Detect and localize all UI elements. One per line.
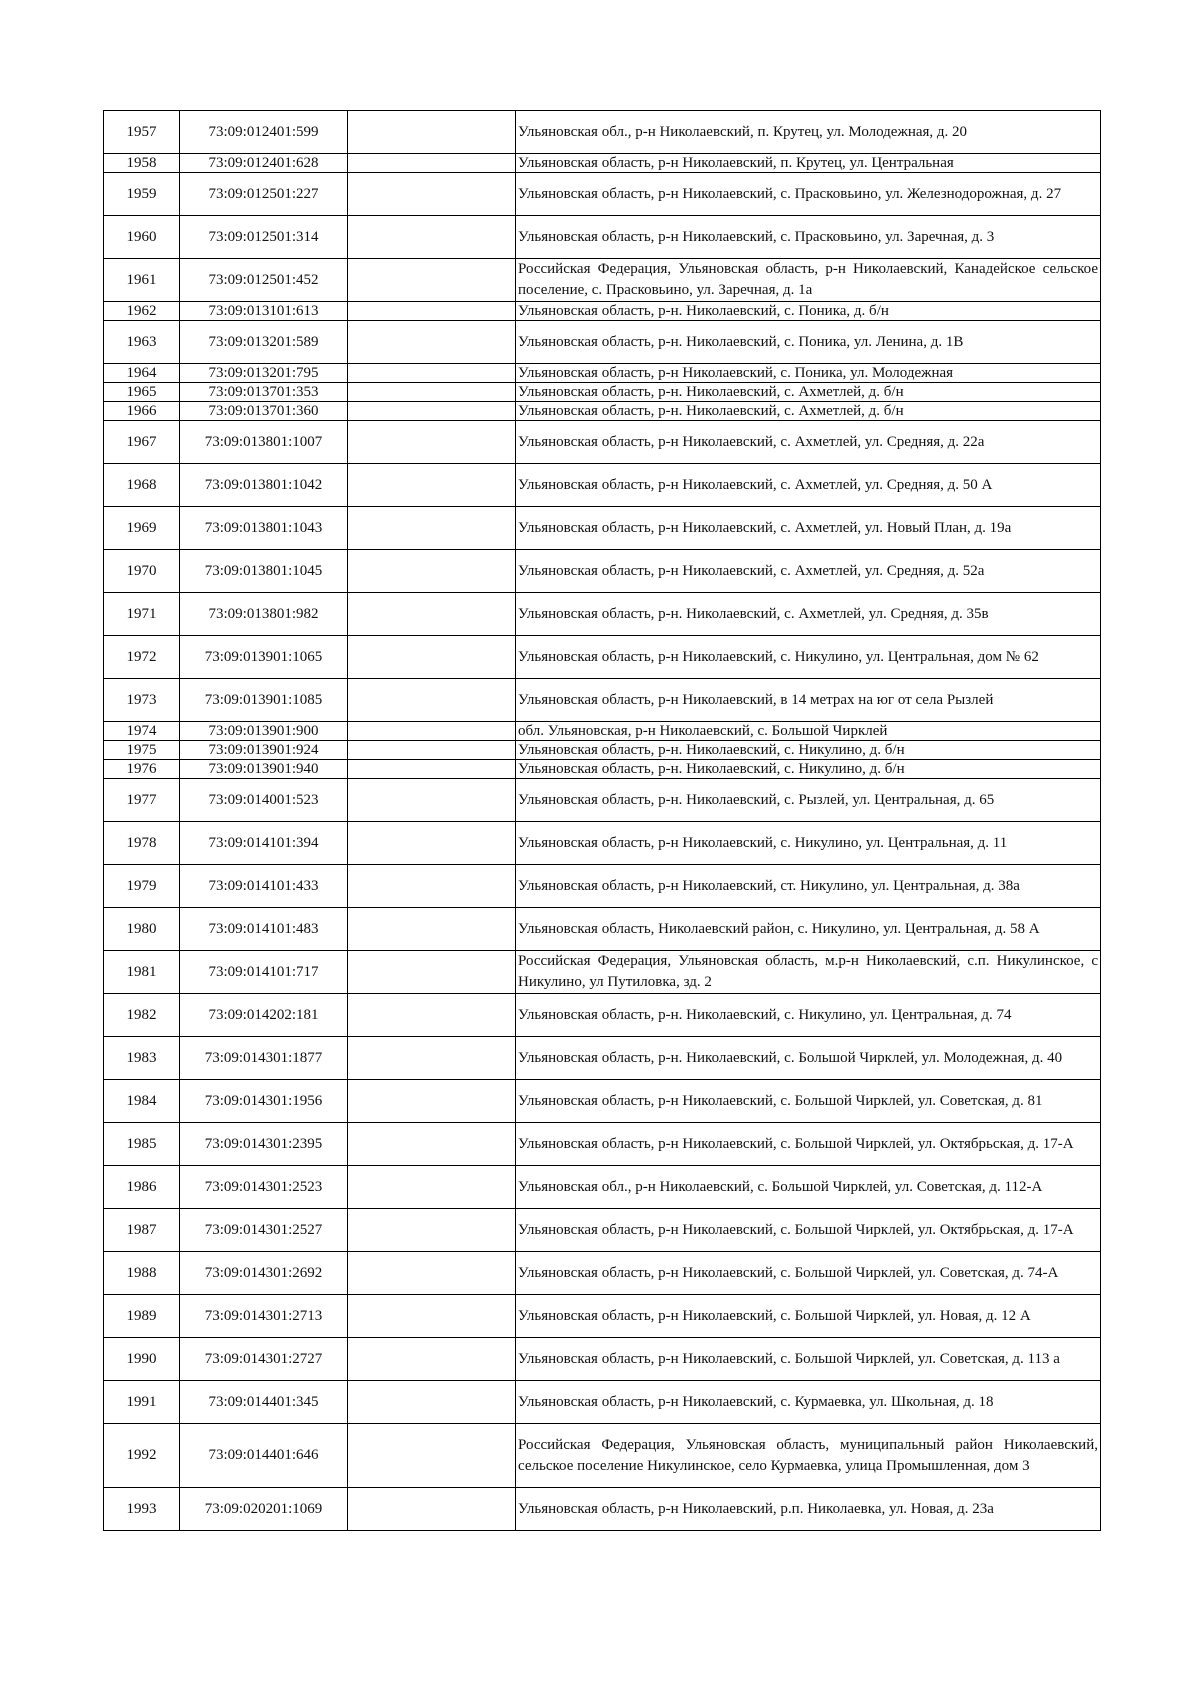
table-row <box>104 259 1101 302</box>
cadastral-number: 73:09:014101:394 <box>180 822 348 865</box>
empty-cell <box>348 1338 516 1381</box>
row-number: 1979 <box>104 865 180 908</box>
empty-cell <box>348 302 516 321</box>
document-page <box>103 110 1100 1531</box>
address-cell: обл. Ульяновская, р-н Николаевский, с. Большой Чирклей <box>516 722 1101 741</box>
empty-cell <box>348 321 516 364</box>
address-cell: Ульяновская область, р-н Николаевский, с. Поника, ул. Молодежная <box>516 364 1101 383</box>
row-number: 1964 <box>104 364 180 383</box>
row-number: 1971 <box>104 593 180 636</box>
table-row <box>104 1488 1101 1531</box>
table-row <box>104 908 1101 951</box>
row-number: 1972 <box>104 636 180 679</box>
table-row <box>104 421 1101 464</box>
cadastral-number: 73:09:014301:1956 <box>180 1080 348 1123</box>
table-row <box>104 402 1101 421</box>
row-number: 1960 <box>104 216 180 259</box>
address-cell: Ульяновская область, р-н Николаевский, с. Большой Чирклей, ул. Новая, д. 12 А <box>516 1295 1101 1338</box>
row-number: 1987 <box>104 1209 180 1252</box>
empty-cell <box>348 593 516 636</box>
address-cell: Российская Федерация, Ульяновская область, м.р-н Николаевский, с.п. Никулинское, с Никулино, ул Путиловка, зд. 2 <box>516 951 1101 994</box>
table-row <box>104 741 1101 760</box>
table-row <box>104 1080 1101 1123</box>
table-row <box>104 216 1101 259</box>
row-number: 1983 <box>104 1037 180 1080</box>
row-number: 1978 <box>104 822 180 865</box>
empty-cell <box>348 822 516 865</box>
empty-cell <box>348 741 516 760</box>
address-cell: Ульяновская область, р-н. Николаевский, с. Поника, ул. Ленина, д. 1В <box>516 321 1101 364</box>
address-cell: Ульяновская область, р-н Николаевский, с. Никулино, ул. Центральная, д. 11 <box>516 822 1101 865</box>
table-row <box>104 951 1101 994</box>
cadastral-number: 73:09:013901:900 <box>180 722 348 741</box>
empty-cell <box>348 259 516 302</box>
row-number: 1966 <box>104 402 180 421</box>
row-number: 1959 <box>104 173 180 216</box>
address-cell: Ульяновская область, Николаевский район, с. Никулино, ул. Центральная, д. 58 А <box>516 908 1101 951</box>
cadastral-number: 73:09:013901:924 <box>180 741 348 760</box>
address-cell: Ульяновская область, р-н Николаевский, с. Ахметлей, ул. Средняя, д. 52а <box>516 550 1101 593</box>
table-row <box>104 364 1101 383</box>
empty-cell <box>348 154 516 173</box>
cadastral-number: 73:09:014301:2713 <box>180 1295 348 1338</box>
row-number: 1968 <box>104 464 180 507</box>
empty-cell <box>348 216 516 259</box>
cadastral-number: 73:09:014301:2523 <box>180 1166 348 1209</box>
cadastral-number: 73:09:013901:940 <box>180 760 348 779</box>
cadastral-number: 73:09:012501:227 <box>180 173 348 216</box>
address-cell: Ульяновская область, р-н Николаевский, с. Большой Чирклей, ул. Советская, д. 81 <box>516 1080 1101 1123</box>
address-cell: Ульяновская обл., р-н Николаевский, с. Большой Чирклей, ул. Советская, д. 112-А <box>516 1166 1101 1209</box>
table-row <box>104 1381 1101 1424</box>
table-row <box>104 507 1101 550</box>
address-cell: Ульяновская область, р-н. Николаевский, с. Поника, д. б/н <box>516 302 1101 321</box>
address-cell: Ульяновская область, р-н. Николаевский, с. Ахметлей, ул. Средняя, д. 35в <box>516 593 1101 636</box>
row-number: 1989 <box>104 1295 180 1338</box>
row-number: 1985 <box>104 1123 180 1166</box>
table-body <box>104 111 1101 1531</box>
address-cell: Ульяновская область, р-н. Николаевский, с. Никулино, д. б/н <box>516 760 1101 779</box>
address-cell: Ульяновская область, р-н Николаевский, с. Прасковьино, ул. Заречная, д. 3 <box>516 216 1101 259</box>
cadastral-number: 73:09:014101:483 <box>180 908 348 951</box>
table-row <box>104 1166 1101 1209</box>
cadastral-number: 73:09:013201:795 <box>180 364 348 383</box>
table-row <box>104 679 1101 722</box>
empty-cell <box>348 507 516 550</box>
cadastral-number: 73:09:013801:982 <box>180 593 348 636</box>
empty-cell <box>348 1424 516 1488</box>
table-row <box>104 1295 1101 1338</box>
table-row <box>104 822 1101 865</box>
row-number: 1965 <box>104 383 180 402</box>
table-row <box>104 550 1101 593</box>
empty-cell <box>348 1209 516 1252</box>
address-cell: Ульяновская область, р-н Николаевский, п. Крутец, ул. Центральная <box>516 154 1101 173</box>
address-cell: Ульяновская область, р-н Николаевский, с. Прасковьино, ул. Железнодорожная, д. 27 <box>516 173 1101 216</box>
address-cell: Ульяновская область, р-н Николаевский, р.п. Николаевка, ул. Новая, д. 23а <box>516 1488 1101 1531</box>
cadastral-number: 73:09:012501:314 <box>180 216 348 259</box>
row-number: 1975 <box>104 741 180 760</box>
empty-cell <box>348 111 516 154</box>
table-row <box>104 1037 1101 1080</box>
cadastral-number: 73:09:014301:2727 <box>180 1338 348 1381</box>
address-cell: Ульяновская область, р-н. Николаевский, с. Большой Чирклей, ул. Молодежная, д. 40 <box>516 1037 1101 1080</box>
row-number: 1967 <box>104 421 180 464</box>
address-cell: Ульяновская область, р-н Николаевский, с. Большой Чирклей, ул. Советская, д. 74-А <box>516 1252 1101 1295</box>
table-row <box>104 593 1101 636</box>
row-number: 1962 <box>104 302 180 321</box>
cadastral-number: 73:09:014301:2395 <box>180 1123 348 1166</box>
cadastral-number: 73:09:013701:360 <box>180 402 348 421</box>
address-cell: Российская Федерация, Ульяновская область, р-н Николаевский, Канадейское сельское поселение, с. Прасковьино, ул. Заречная, д. 1а <box>516 259 1101 302</box>
address-cell: Ульяновская область, р-н. Николаевский, с. Никулино, ул. Центральная, д. 74 <box>516 994 1101 1037</box>
address-cell: Ульяновская область, р-н Николаевский, с. Никулино, ул. Центральная, дом № 62 <box>516 636 1101 679</box>
cadastral-table <box>103 110 1101 1531</box>
empty-cell <box>348 1123 516 1166</box>
address-cell: Ульяновская область, р-н Николаевский, с. Большой Чирклей, ул. Октябрьская, д. 17-А <box>516 1123 1101 1166</box>
cadastral-number: 73:09:013801:1045 <box>180 550 348 593</box>
row-number: 1984 <box>104 1080 180 1123</box>
address-cell: Ульяновская область, р-н Николаевский, с. Ахметлей, ул. Новый План, д. 19а <box>516 507 1101 550</box>
empty-cell <box>348 1037 516 1080</box>
row-number: 1990 <box>104 1338 180 1381</box>
empty-cell <box>348 1381 516 1424</box>
row-number: 1981 <box>104 951 180 994</box>
table-row <box>104 994 1101 1037</box>
empty-cell <box>348 1252 516 1295</box>
row-number: 1976 <box>104 760 180 779</box>
row-number: 1988 <box>104 1252 180 1295</box>
table-row <box>104 383 1101 402</box>
table-row <box>104 779 1101 822</box>
row-number: 1958 <box>104 154 180 173</box>
table-row <box>104 1252 1101 1295</box>
row-number: 1991 <box>104 1381 180 1424</box>
address-cell: Ульяновская обл., р-н Николаевский, п. Крутец, ул. Молодежная, д. 20 <box>516 111 1101 154</box>
empty-cell <box>348 173 516 216</box>
empty-cell <box>348 722 516 741</box>
table-row <box>104 173 1101 216</box>
row-number: 1961 <box>104 259 180 302</box>
address-cell: Ульяновская область, р-н. Николаевский, с. Ахметлей, д. б/н <box>516 402 1101 421</box>
empty-cell <box>348 1166 516 1209</box>
empty-cell <box>348 1295 516 1338</box>
row-number: 1992 <box>104 1424 180 1488</box>
table-row <box>104 321 1101 364</box>
table-row <box>104 1338 1101 1381</box>
empty-cell <box>348 383 516 402</box>
cadastral-number: 73:09:012401:599 <box>180 111 348 154</box>
table-row <box>104 1123 1101 1166</box>
address-cell: Российская Федерация, Ульяновская область, муниципальный район Николаевский, сельское поселение Никулинское, село Курмаевка, улица Промышленная, дом 3 <box>516 1424 1101 1488</box>
cadastral-number: 73:09:014401:646 <box>180 1424 348 1488</box>
cadastral-number: 73:09:014401:345 <box>180 1381 348 1424</box>
empty-cell <box>348 1080 516 1123</box>
empty-cell <box>348 779 516 822</box>
row-number: 1977 <box>104 779 180 822</box>
table-row <box>104 722 1101 741</box>
cadastral-number: 73:09:014301:2527 <box>180 1209 348 1252</box>
empty-cell <box>348 760 516 779</box>
empty-cell <box>348 464 516 507</box>
address-cell: Ульяновская область, р-н Николаевский, с. Ахметлей, ул. Средняя, д. 50 А <box>516 464 1101 507</box>
cadastral-number: 73:09:014301:1877 <box>180 1037 348 1080</box>
address-cell: Ульяновская область, р-н. Николаевский, с. Ахметлей, д. б/н <box>516 383 1101 402</box>
cadastral-number: 73:09:013801:1043 <box>180 507 348 550</box>
empty-cell <box>348 364 516 383</box>
row-number: 1974 <box>104 722 180 741</box>
empty-cell <box>348 1488 516 1531</box>
cadastral-number: 73:09:014001:523 <box>180 779 348 822</box>
cadastral-number: 73:09:014101:433 <box>180 865 348 908</box>
cadastral-number: 73:09:013801:1007 <box>180 421 348 464</box>
table-row <box>104 302 1101 321</box>
empty-cell <box>348 550 516 593</box>
row-number: 1993 <box>104 1488 180 1531</box>
cadastral-number: 73:09:014101:717 <box>180 951 348 994</box>
table-row <box>104 111 1101 154</box>
empty-cell <box>348 636 516 679</box>
cadastral-number: 73:09:014301:2692 <box>180 1252 348 1295</box>
address-cell: Ульяновская область, р-н Николаевский, с. Большой Чирклей, ул. Октябрьская, д. 17-А <box>516 1209 1101 1252</box>
address-cell: Ульяновская область, р-н Николаевский, с. Большой Чирклей, ул. Советская, д. 113 а <box>516 1338 1101 1381</box>
cadastral-number: 73:09:013701:353 <box>180 383 348 402</box>
empty-cell <box>348 865 516 908</box>
table-row <box>104 154 1101 173</box>
row-number: 1969 <box>104 507 180 550</box>
address-cell: Ульяновская область, р-н. Николаевский, с. Никулино, д. б/н <box>516 741 1101 760</box>
address-cell: Ульяновская область, р-н Николаевский, с. Курмаевка, ул. Школьная, д. 18 <box>516 1381 1101 1424</box>
table-row <box>104 865 1101 908</box>
row-number: 1982 <box>104 994 180 1037</box>
row-number: 1973 <box>104 679 180 722</box>
cadastral-number: 73:09:012501:452 <box>180 259 348 302</box>
row-number: 1957 <box>104 111 180 154</box>
row-number: 1986 <box>104 1166 180 1209</box>
empty-cell <box>348 402 516 421</box>
cadastral-number: 73:09:013901:1085 <box>180 679 348 722</box>
cadastral-number: 73:09:013201:589 <box>180 321 348 364</box>
table-row <box>104 1209 1101 1252</box>
row-number: 1963 <box>104 321 180 364</box>
address-cell: Ульяновская область, р-н Николаевский, ст. Никулино, ул. Центральная, д. 38а <box>516 865 1101 908</box>
table-row <box>104 1424 1101 1488</box>
table-row <box>104 636 1101 679</box>
table-row <box>104 760 1101 779</box>
row-number: 1980 <box>104 908 180 951</box>
empty-cell <box>348 994 516 1037</box>
cadastral-number: 73:09:020201:1069 <box>180 1488 348 1531</box>
address-cell: Ульяновская область, р-н Николаевский, с. Ахметлей, ул. Средняя, д. 22а <box>516 421 1101 464</box>
cadastral-number: 73:09:013101:613 <box>180 302 348 321</box>
cadastral-number: 73:09:014202:181 <box>180 994 348 1037</box>
cadastral-number: 73:09:012401:628 <box>180 154 348 173</box>
empty-cell <box>348 421 516 464</box>
table-row <box>104 464 1101 507</box>
address-cell: Ульяновская область, р-н Николаевский, в 14 метрах на юг от села Рызлей <box>516 679 1101 722</box>
empty-cell <box>348 908 516 951</box>
cadastral-number: 73:09:013801:1042 <box>180 464 348 507</box>
cadastral-number: 73:09:013901:1065 <box>180 636 348 679</box>
address-cell: Ульяновская область, р-н. Николаевский, с. Рызлей, ул. Центральная, д. 65 <box>516 779 1101 822</box>
row-number: 1970 <box>104 550 180 593</box>
empty-cell <box>348 951 516 994</box>
empty-cell <box>348 679 516 722</box>
